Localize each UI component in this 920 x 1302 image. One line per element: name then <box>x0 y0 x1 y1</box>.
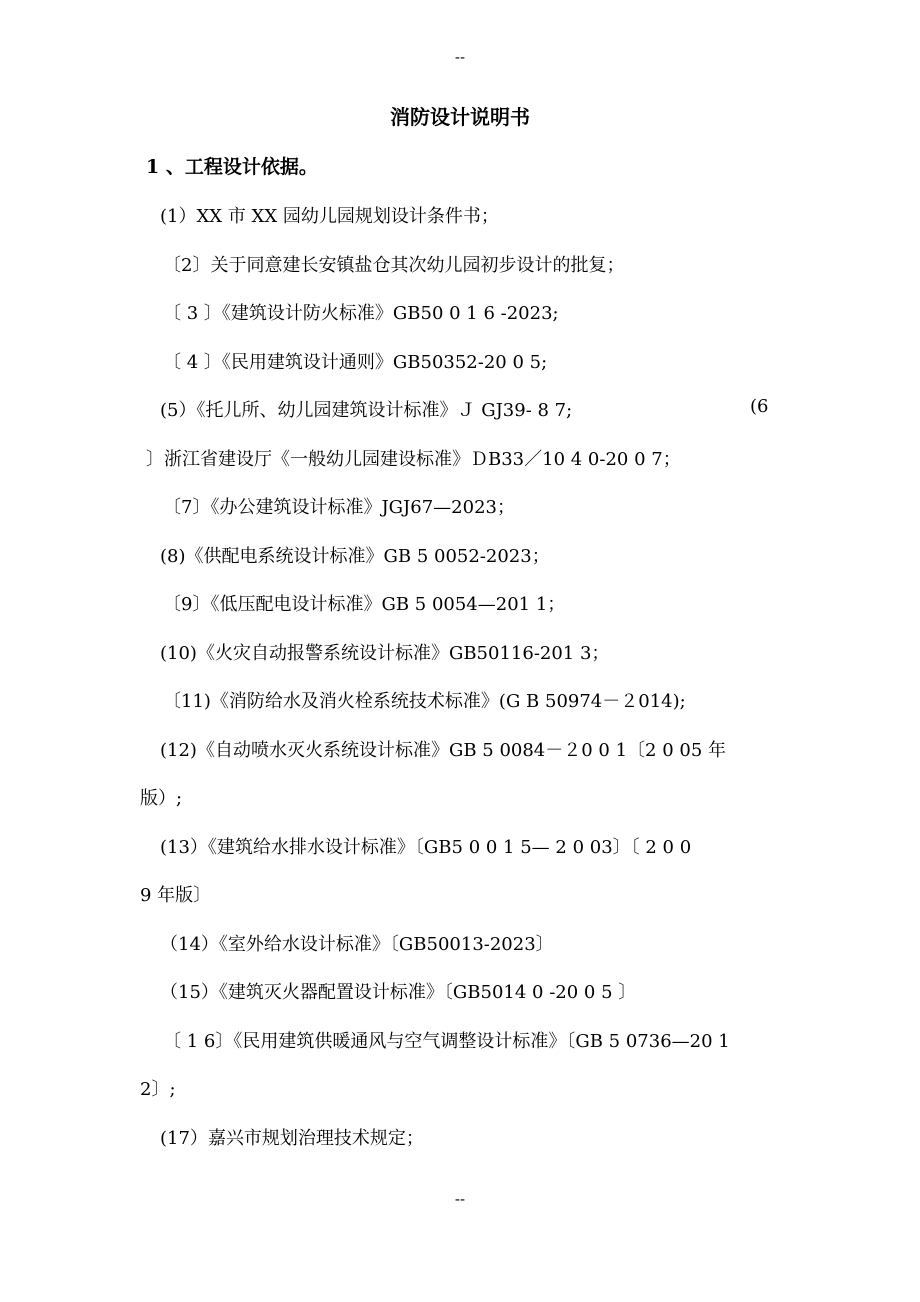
list-item: (13）《建筑给水排水设计标准》〔GB5 0 0 1 5— 2 0 03〕〔 2 0 0 <box>160 837 692 858</box>
list-item: (17）嘉兴市规划治理技术规定； <box>160 1128 424 1149</box>
footer-mark: -- <box>454 1190 466 1208</box>
list-item: 〔7〕《办公建筑设计标准》JGJ67—2023； <box>163 497 515 518</box>
list-item: （15）《建筑灭火器配置设计标准》〔GB5014 0 -20 0 5 〕 <box>160 982 637 1003</box>
list-item: 〔 3 〕《建筑设计防火标准》GB50 0 1 6 -2023; <box>163 303 559 324</box>
list-item: （14）《室外给水设计标准》〔GB50013-2023〕 <box>160 934 554 955</box>
section-heading: 1 、工程设计依据。 <box>146 156 318 178</box>
list-item-continued: (6 <box>750 396 769 417</box>
list-item: (12)《自动喷水灭火系统设计标准》GB 5 0084－２0 0 1〔2 0 05 年 <box>160 740 727 761</box>
list-item: (8)《供配电系统设计标准》GB 5 0052-2023； <box>160 546 550 567</box>
list-item-continued: 版）; <box>140 788 183 809</box>
list-item: (5）《托儿所、幼儿园建筑设计标准》Ｊ GJ39- 8 7; <box>160 400 573 421</box>
list-item-continued: 9 年版〕 <box>140 885 212 906</box>
list-item: 〔11)《消防给水及消火栓系统技术标准》(G B 50974－２014); <box>163 691 686 712</box>
list-item: 〔 4 〕《民用建筑设计通则》GB50352-20 0 5; <box>163 352 548 373</box>
header-mark: -- <box>454 48 466 66</box>
list-item: (1）XX 市 XX 园幼儿园规划设计条件书； <box>160 206 499 227</box>
list-item: 〕浙江省建设厅《一般幼儿园建设标准》ＤB33／10 4 0-20 0 7； <box>146 449 681 470</box>
list-item: 〔9〕《低压配电设计标准》GB 5 0054—201 1； <box>163 594 566 615</box>
list-item-continued: 2〕; <box>140 1079 176 1100</box>
list-item: 〔2〕关于同意建长安镇盐仓其次幼儿园初步设计的批复； <box>163 255 625 276</box>
list-item: 〔 1 6〕《民用建筑供暖通风与空气调整设计标准》〔GB 5 0736—20 1 <box>163 1031 730 1052</box>
list-item: (10)《火灾自动报警系统设计标准》GB50116-201 3； <box>160 643 610 664</box>
document-title: 消防设计说明书 <box>390 105 530 129</box>
